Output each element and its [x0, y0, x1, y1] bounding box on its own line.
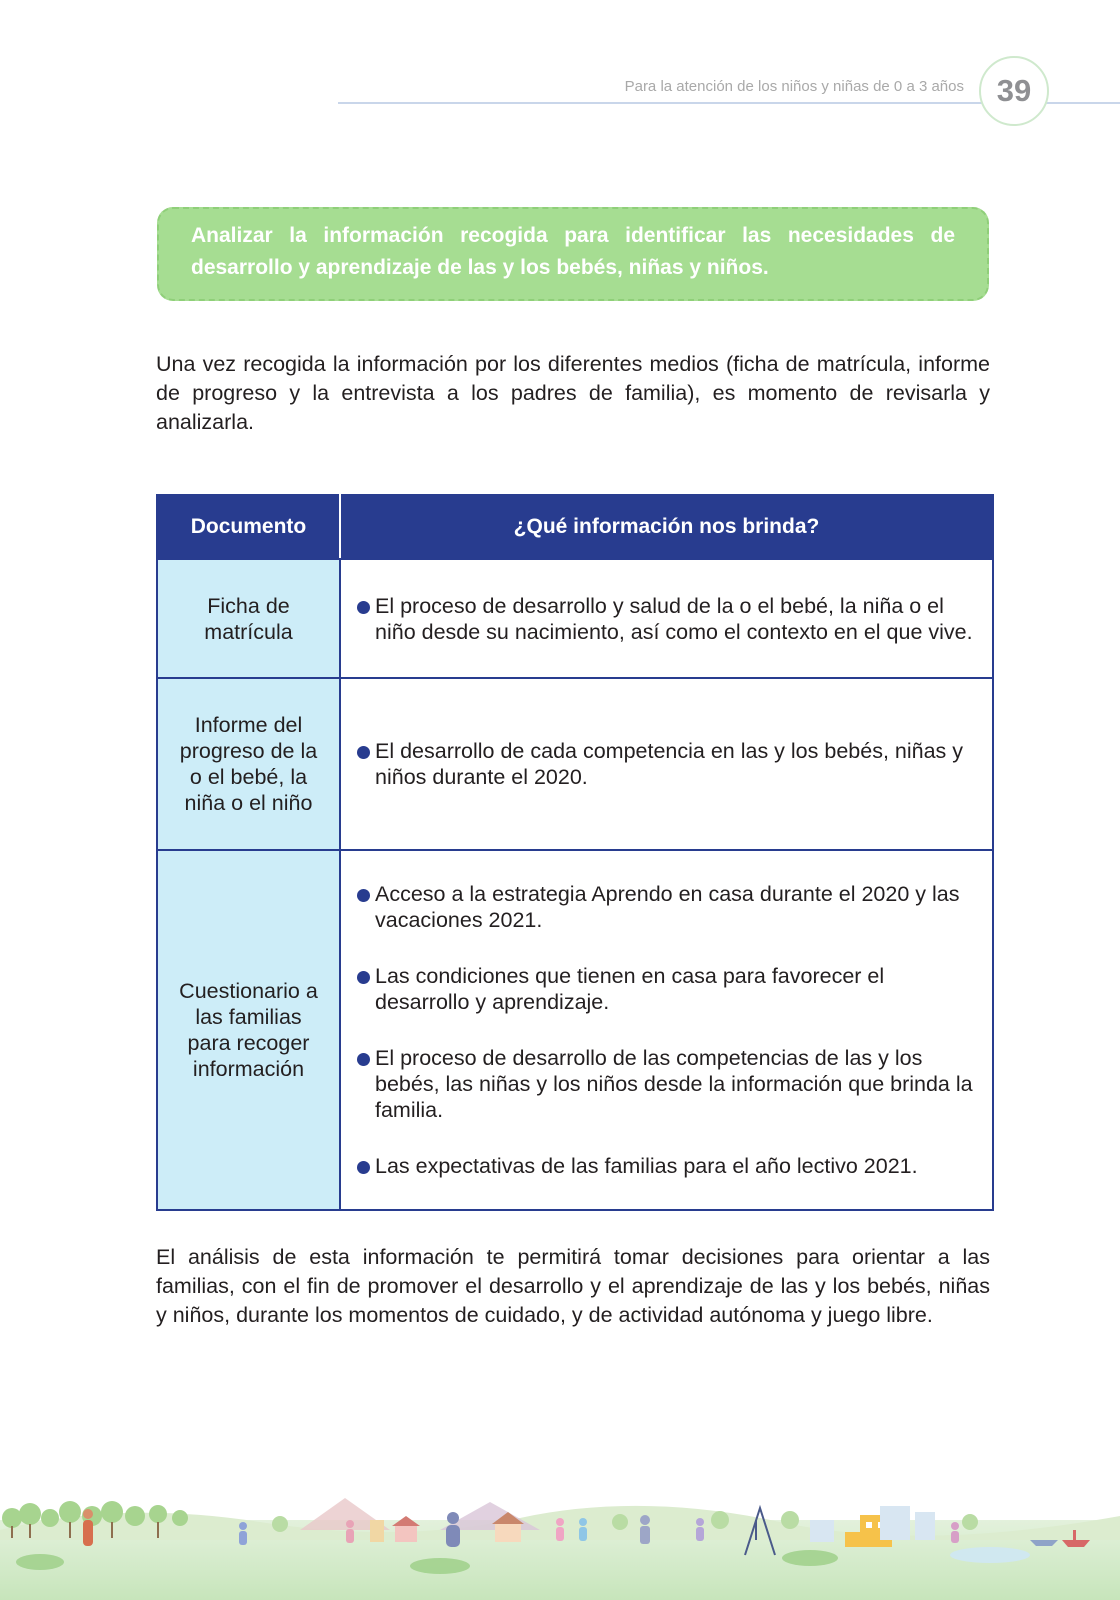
- bullet-dot-icon: [357, 1053, 370, 1066]
- list-item-text: El proceso de desarrollo de las competencias de las y los bebés, las niñas y los niños desde la información que brinda la familia.: [375, 1046, 973, 1122]
- table-row: [157, 559, 993, 678]
- intro-paragraph: Una vez recogida la información por los diferentes medios (ficha de matrícula, informe de progreso y la entrevista a los padres de familia), es momento de revisarla y analizarla.: [156, 352, 990, 434]
- list-item: [357, 593, 980, 645]
- section-heading-box: [157, 207, 989, 301]
- table-row: [157, 678, 993, 850]
- section-title: Analizar la información recogida para identificar las necesidades de desarrollo y aprendizaje de las y los bebés, niñas y niños.: [191, 224, 955, 279]
- list-item: [357, 1045, 980, 1123]
- bullet-dot-icon: [357, 1161, 370, 1174]
- info-cell: [340, 559, 993, 678]
- bullet-dot-icon: [357, 601, 370, 614]
- table-row: [157, 850, 993, 1210]
- page-number: 39: [996, 73, 1032, 108]
- closing-paragraph: El análisis de esta información te permitirá tomar decisiones para orientar a las familias, con el fin de promover el desarrollo y el aprendizaje de las y los bebés, niñas y niños, durante los momentos de cuidado, y de actividad autónoma y juego libre.: [156, 1245, 990, 1327]
- list-item-text: Acceso a la estrategia Aprendo en casa durante el 2020 y las vacaciones 2021.: [375, 882, 960, 932]
- list-item: [357, 963, 980, 1015]
- bullet-list: [357, 593, 980, 645]
- bullet-list: [357, 738, 980, 790]
- page-number-badge: [979, 56, 1049, 126]
- list-item-text: Las condiciones que tienen en casa para favorecer el desarrollo y aprendizaje.: [375, 964, 885, 1014]
- bullet-list: [357, 881, 980, 1179]
- document-cell: Ficha de matrícula: [157, 559, 340, 678]
- footer-landscape-illustration: [0, 1460, 1120, 1600]
- info-cell: [340, 850, 993, 1210]
- document-cell: Informe del progreso de la o el bebé, la niña o el niño: [157, 678, 340, 850]
- list-item: [357, 1153, 980, 1179]
- list-item-text: El proceso de desarrollo y salud de la o el bebé, la niña o el niño desde su nacimiento, así como el contexto en el que vive.: [375, 593, 973, 644]
- running-title: Para la atención de los niños y niñas de 0 a 3 años: [624, 78, 964, 95]
- list-item-text: Las expectativas de las familias para el año lectivo 2021.: [375, 1154, 918, 1178]
- list-item: [357, 738, 980, 790]
- document-cell: Cuestionario a las familias para recoger información: [157, 850, 340, 1210]
- bullet-dot-icon: [357, 971, 370, 984]
- header-que-informacion: ¿Qué información nos brinda?: [340, 495, 993, 559]
- header-documento: Documento: [157, 495, 340, 559]
- table-header-row: [157, 495, 993, 559]
- bullet-dot-icon: [357, 889, 370, 902]
- info-cell: [340, 678, 993, 850]
- document-info-table: [156, 494, 994, 1211]
- list-item: [357, 881, 980, 933]
- list-item-text: El desarrollo de cada competencia en las y los bebés, niñas y niños durante el 2020.: [375, 739, 964, 789]
- bullet-dot-icon: [357, 746, 370, 759]
